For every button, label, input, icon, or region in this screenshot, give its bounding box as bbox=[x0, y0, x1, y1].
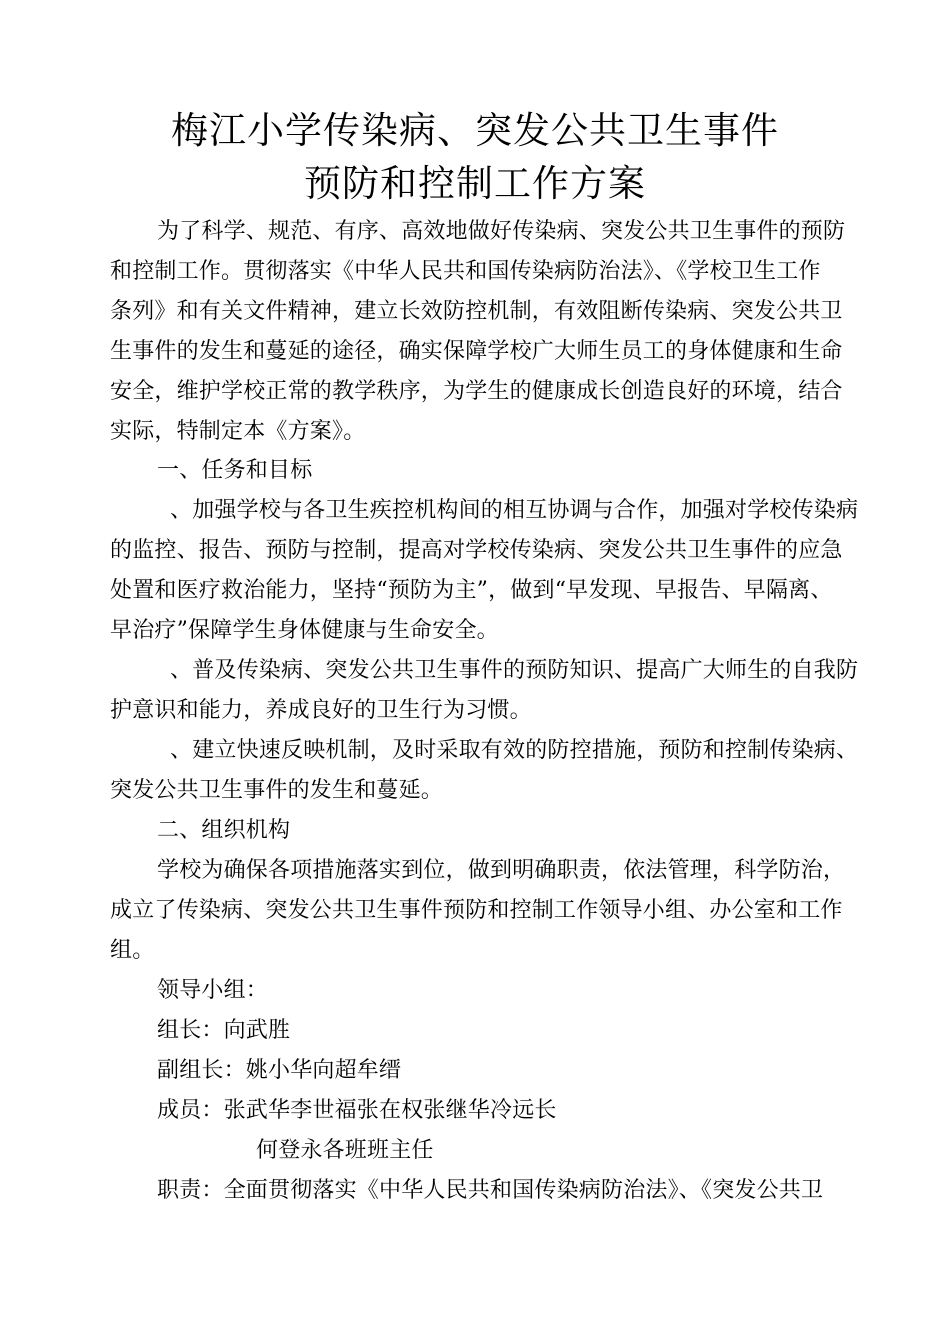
body-line: 突发公共卫生事件的发生和蔓延。 bbox=[110, 778, 444, 803]
body-line: 成立了传染病、突发公共卫生事件预防和控制工作领导小组、办公室和工作 bbox=[110, 898, 843, 923]
body-line: 、普及传染病、突发公共卫生事件的预防知识、提高广大师生的自我防 bbox=[170, 658, 859, 683]
body-line: 实际，特制定本《方案》。 bbox=[110, 419, 366, 444]
body-line: 、加强学校与各卫生疾控机构间的相互协调与合作，加强对学校传染病 bbox=[170, 498, 859, 523]
section-heading: 二、组织机构 bbox=[157, 818, 291, 843]
body-line: 职责：全面贯彻落实《中华人民共和国传染病防治法》、《突发公共卫 bbox=[157, 1178, 824, 1203]
body-line: 安全，维护学校正常的教学秩序，为学生的健康成长创造良好的环境，结合 bbox=[110, 379, 843, 404]
body-line: 成员：张武华李世福张在权张继华冷远长 bbox=[157, 1098, 557, 1123]
body-line: 、建立快速反映机制，及时采取有效的防控措施，预防和控制传染病、 bbox=[170, 738, 859, 763]
document-title-line-2: 预防和控制工作方案 bbox=[304, 162, 646, 205]
body-line: 何登永各班班主任 bbox=[256, 1138, 434, 1163]
body-line: 早治疗”保障学生身体健康与生命安全。 bbox=[110, 618, 499, 643]
body-line: 为了科学、规范、有序、高效地做好传染病、突发公共卫生事件的预防 bbox=[157, 219, 846, 244]
body-line: 领导小组： bbox=[157, 978, 269, 1003]
body-line: 处置和医疗救治能力，坚持“预防为主”，做到“早发现、早报告、早隔离、 bbox=[110, 578, 833, 603]
body-line: 的监控、报告、预防与控制，提高对学校传染病、突发公共卫生事件的应急 bbox=[110, 538, 843, 563]
body-line: 护意识和能力，养成良好的卫生行为习惯。 bbox=[110, 698, 532, 723]
section-heading: 一、任务和目标 bbox=[157, 458, 313, 483]
body-line: 组长：向武胜 bbox=[157, 1018, 291, 1043]
body-line: 副组长：姚小华向超牟缙 bbox=[157, 1058, 402, 1083]
document-title-line-1: 梅江小学传染病、突发公共卫生事件 bbox=[171, 109, 779, 152]
body-line: 生事件的发生和蔓延的途径，确实保障学校广大师生员工的身体健康和生命 bbox=[110, 339, 843, 364]
body-line: 学校为确保各项措施落实到位，做到明确职责，依法管理，科学防治， bbox=[157, 858, 846, 883]
body-line: 组。 bbox=[110, 938, 155, 963]
body-line: 和控制工作。贯彻落实《中华人民共和国传染病防治法》、《学校卫生工作 bbox=[110, 259, 821, 284]
body-line: 条列》和有关文件精神，建立长效防控机制，有效阻断传染病、突发公共卫 bbox=[110, 299, 843, 324]
